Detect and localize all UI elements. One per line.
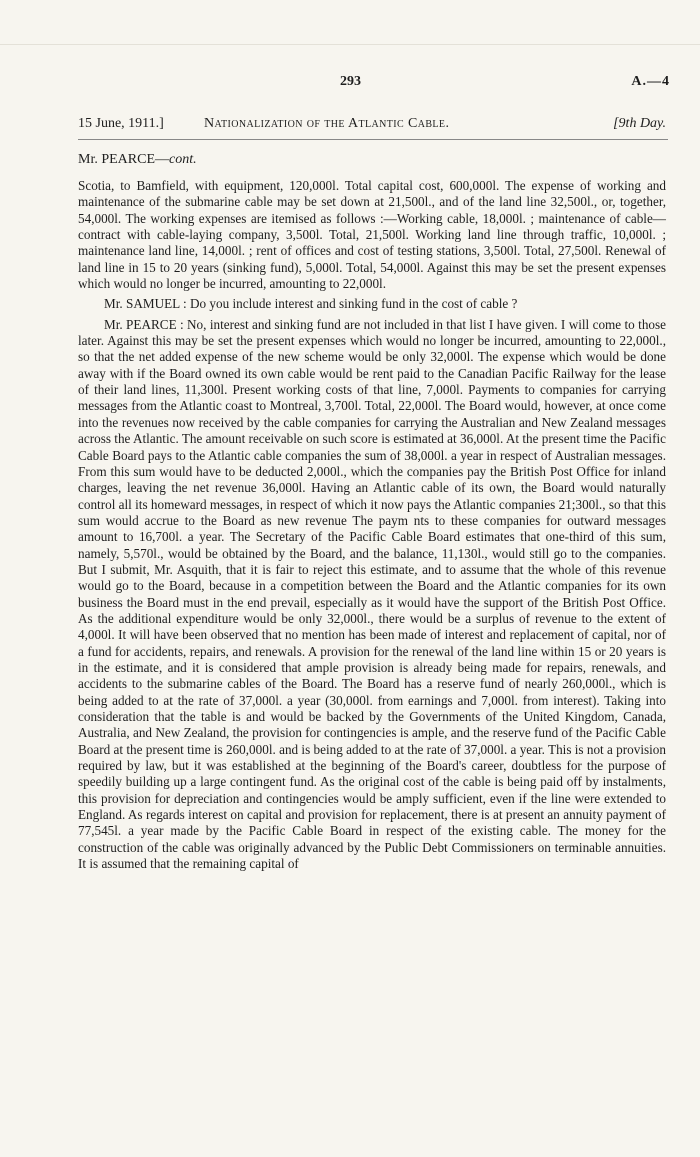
- header-rule: [78, 139, 668, 140]
- running-head-date: 15 June, 1911.]: [78, 116, 164, 131]
- running-head-day: [9th Day.: [613, 116, 666, 131]
- page-top-edge: [0, 0, 700, 45]
- running-head-title: Nationalization of the Atlantic Cable.: [204, 116, 450, 131]
- paragraph-3: Mr. PEARCE : No, interest and sinking fund are not included in that list I have given. I will come to those later. Against this may be set the present expenses which would no longer be incurred, amounting to 22,000l., so that the net added expense of the new scheme would be only 32,000l. The expense which would be done away with if the Board owned its own cable would be rent paid to the Canadian Pacific Railway for the lease of their land lines, 11,300l. Present working costs of that line, 7,000l. Payments to companies for carrying messages from the Atlantic coast to Montreal, 3,700l. Total, 22,000l. The Board would, however, at once come into the revenues now received by the cable companies for carrying the Australian and New Zealand messages across the Atlantic. The amount receivable on such score is estimated at 36,000l. At the present time the Pacific Cable Board pays to the Atlantic cable companies the sum of 38,000l. a year in respect of Australian messages. From this sum would have to be deducted 2,000l., which the companies pay the British Post Office for inland charges, leaving the net revenue 36,000l. Having an Atlantic cable of its own, the Board would naturally control all its homeward messages, in respect of which it now pays the Atlantic companies 21;300l., so that this sum would accrue to the Board as new revenue The paym nts to these companies for outward messages amount to 16,700l. a year. The Secretary of the Pacific Cable Board estimates that one-third of this sum, namely, 5,570l., would be obtained by the Board, and the balance, 11,130l., would still go to the companies. But I submit, Mr. Asquith, that it is fair to reject this estimate, and to assume that the whole of this revenue would go to the Board, because in a competition between the Board and the Atlantic companies for its own business the Board must in the end prevail, especially as it would have the support of the British Post Office. As the additional expenditure would be only 32,000l., there would be a surplus of revenue to the extent of 4,000l. It will have been observed that no mention has been made of interest and replacement of capital, nor of a fund for accidents, repairs, and renewals. A provision for the renewal of the land line within 15 or 20 years is in the estimate, and it is considered that ample provision is already being made for repairs, renewals, and accidents to the submarine cables of the Board. The Board has a reserve fund of nearly 260,000l., which is being added to at the rate of 37,000l. a year (30,000l. from earnings and 7,000l. from interest). Taking into consideration that the table is and would be backed by the Governments of the United Kingdom, Canada, Australia, and New Zealand, the provision for contingencies is ample, and the reserve fund of the Pacific Cable Board at the present time is 260,000l. and is being added to at the rate of 37,000l. a year. This is not a provision required by law, but it was established at the beginning of the Board's career, doubtless for the purpose of speedily building up a large contingent fund. As the original cost of the cable is being paid off by instalments, this provision for depreciation and contingencies would be amply sufficient, even if the line were extended to England. As regards interest on capital and provision for replacement, there is at present an annuity payment of 77,545l. a year made by the Pacific Cable Board in respect of the existing cable. The money for the construction of the cable was originally advanced by the Public Debt Commissioners on terminable annuities. It is assumed that the remaining capital of: [78, 316, 666, 872]
- page-number: 293: [340, 74, 361, 89]
- speaker-name: Mr. PEARCE—: [78, 152, 170, 167]
- paragraph-2: Mr. SAMUEL : Do you include interest and sinking fund in the cost of cable ?: [104, 296, 518, 312]
- speaker-heading: [78, 152, 197, 168]
- page-header: [78, 74, 670, 94]
- paragraph-1: Scotia, to Bamfield, with equipment, 120,000l. Total capital cost, 600,000l. The expense of working and maintenance of the submarine cable may be set down at 21,500l., and of the land line 32,500l., or, together, 54,000l. The working expenses are itemised as follows :—Working cable, 18,000l. ; maintenance of cable—contract with cable-laying company, 3,500l. Total, 21,500l. Working land line through traffic, 10,000l. ; maintenance land line, 14,000l. ; rent of offices and cost of testing stations, 3,500l. Total, 27,500l. Renewal of land line in 15 to 20 years (sinking fund), 5,000l. Total, 54,000l. Against this may be set the present expenses which would no longer be incurred, amounting to 22,000l.: [78, 178, 666, 292]
- running-head: [78, 116, 670, 138]
- document-reference: A.—4: [631, 74, 670, 89]
- speaker-cont: cont.: [169, 152, 197, 167]
- body-text: [78, 178, 666, 876]
